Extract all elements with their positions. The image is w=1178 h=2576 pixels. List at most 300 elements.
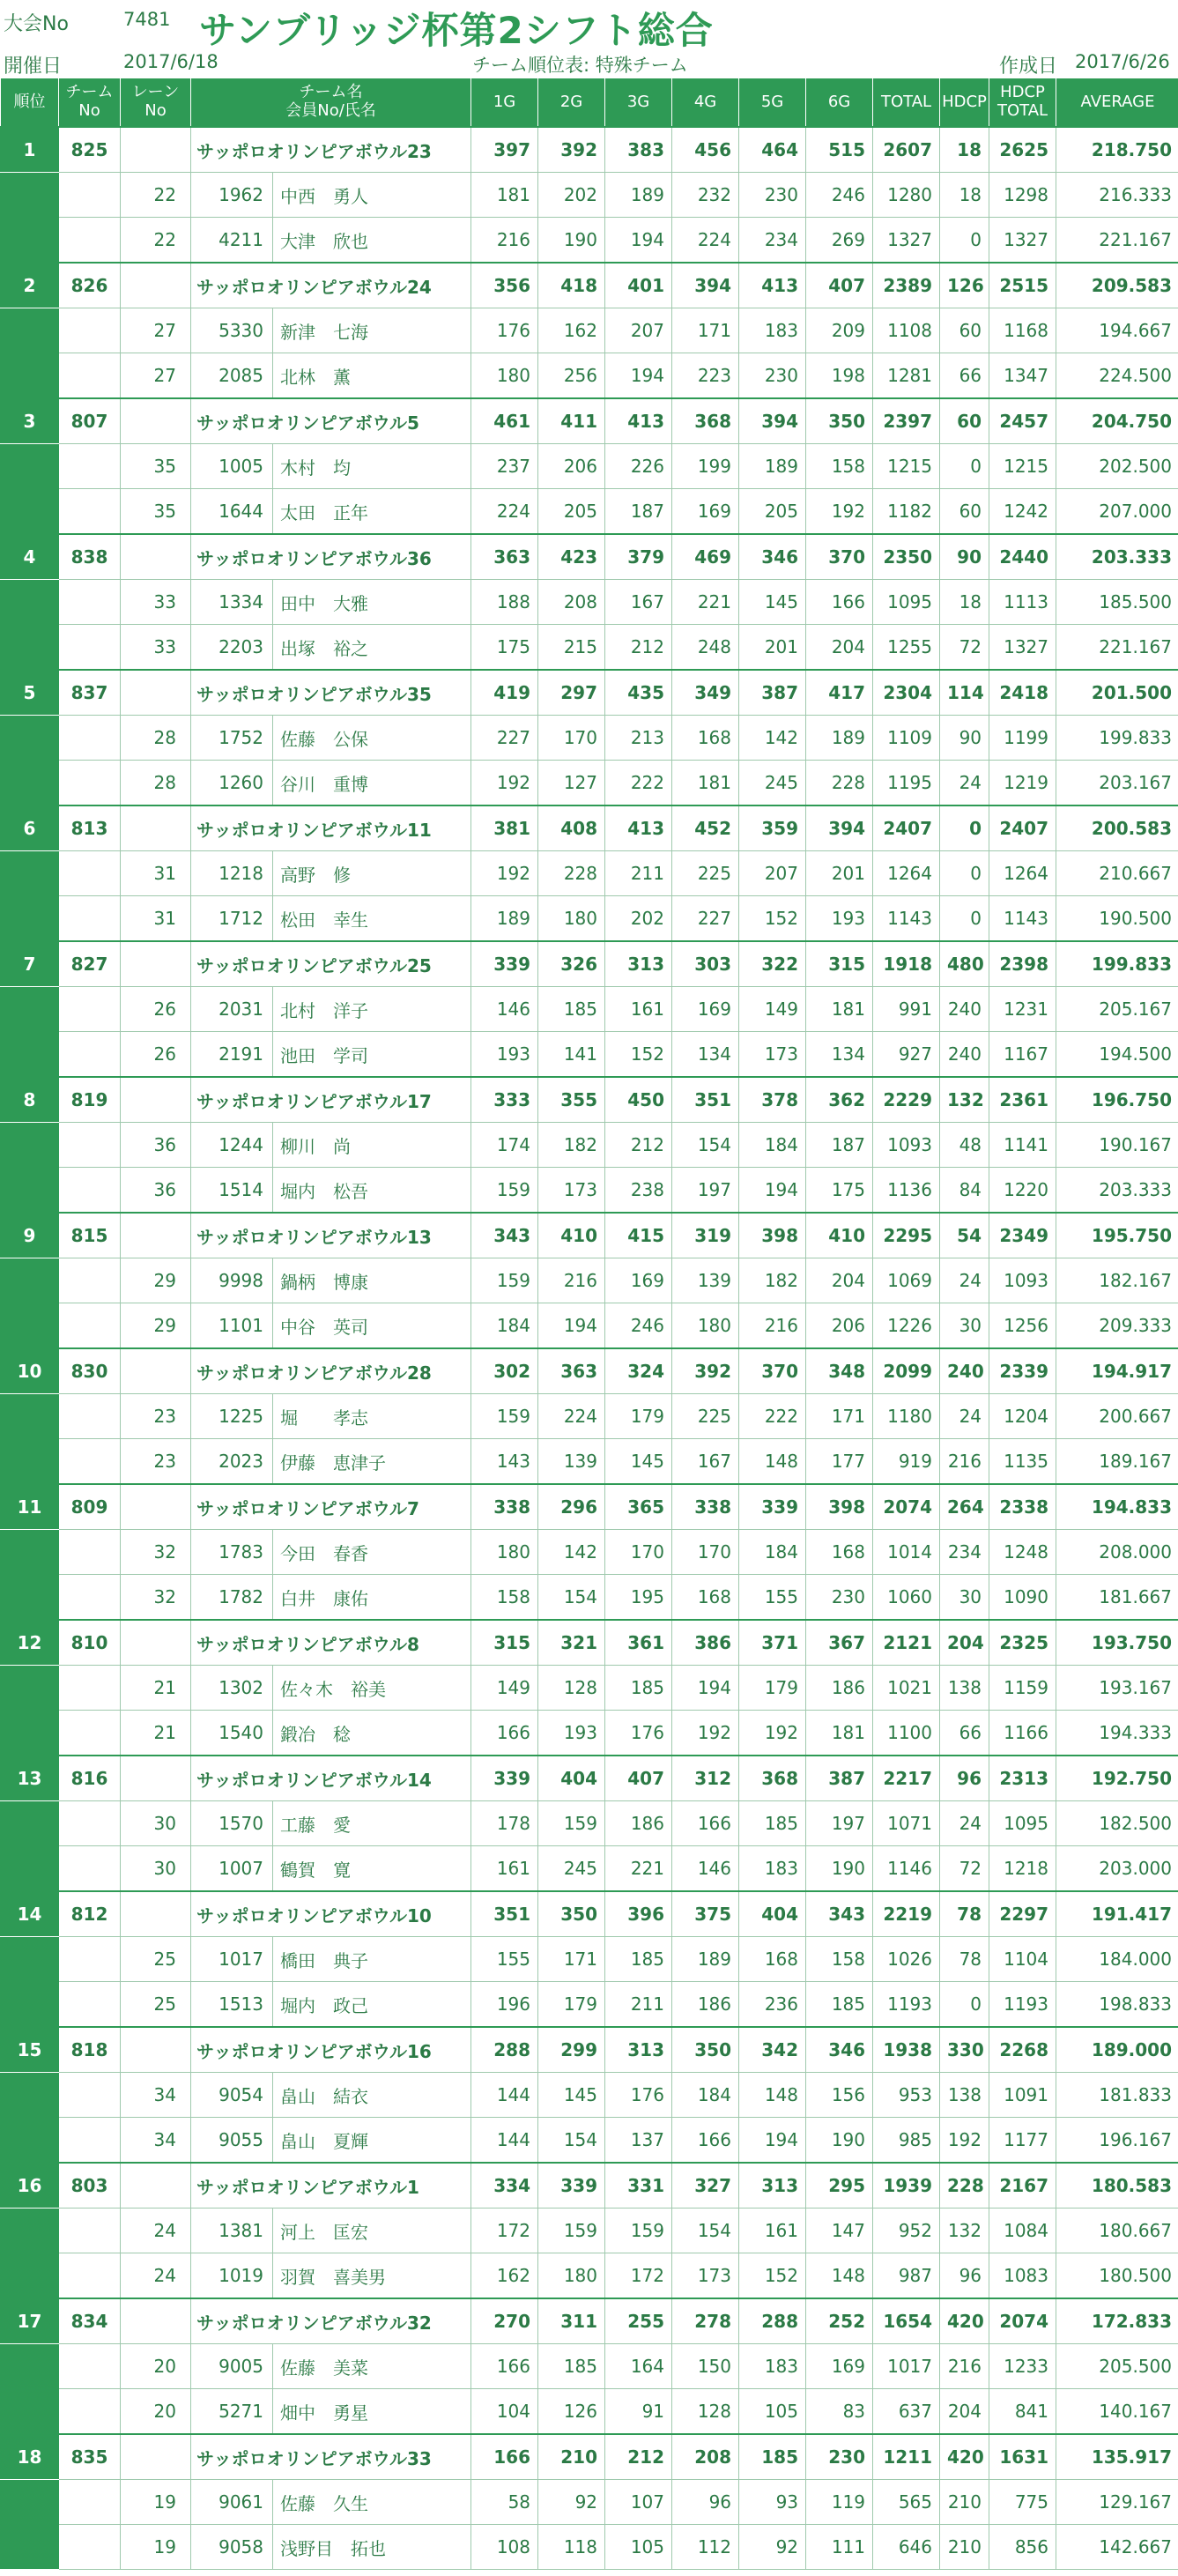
member-hdcp: 60 <box>940 308 989 353</box>
team-game-score: 375 <box>672 1891 739 1937</box>
team-game-score: 166 <box>471 2434 538 2480</box>
team-total: 2121 <box>873 1620 940 1666</box>
team-hdcp: 330 <box>940 2027 989 2073</box>
member-row <box>1 625 1178 671</box>
member-total: 1021 <box>873 1666 940 1711</box>
team-hdcp-total: 2457 <box>989 398 1056 444</box>
member-rank-empty <box>1 2344 59 2389</box>
member-lane: 28 <box>121 716 191 761</box>
member-game-score: 155 <box>471 1937 538 1982</box>
member-team-empty <box>59 580 121 625</box>
member-total: 1093 <box>873 1123 940 1168</box>
team-lane-empty <box>121 1756 191 1801</box>
member-game-score: 212 <box>605 625 672 671</box>
member-no: 1962 <box>191 173 273 218</box>
team-lane-empty <box>121 1348 191 1394</box>
member-row <box>1 1711 1178 1756</box>
member-average: 205.500 <box>1056 2344 1178 2389</box>
member-average: 184.000 <box>1056 1937 1178 1982</box>
team-lane-empty <box>121 127 191 173</box>
member-game-score: 180 <box>538 2253 605 2299</box>
member-game-score: 152 <box>739 896 806 942</box>
member-game-score: 185 <box>538 2344 605 2389</box>
team-average: 200.583 <box>1056 805 1178 851</box>
member-rank-empty <box>1 1801 59 1846</box>
member-row <box>1 1575 1178 1621</box>
team-hdcp-total: 2074 <box>989 2298 1056 2344</box>
team-no: 818 <box>59 2027 121 2073</box>
created-date-value: 2017/6/26 <box>1075 51 1170 72</box>
team-game-score: 322 <box>739 941 806 987</box>
member-game-score: 184 <box>739 1530 806 1575</box>
member-hdcp-total: 1113 <box>989 580 1056 625</box>
member-game-score: 175 <box>806 1168 873 1214</box>
team-hdcp-total: 1631 <box>989 2434 1056 2480</box>
member-game-score: 180 <box>471 353 538 399</box>
member-total: 1108 <box>873 308 940 353</box>
member-total: 1226 <box>873 1303 940 1349</box>
team-no: 837 <box>59 670 121 716</box>
member-name: 畠山 結衣 <box>273 2073 471 2118</box>
member-game-score: 126 <box>538 2389 605 2435</box>
member-row <box>1 1303 1178 1349</box>
member-game-score: 139 <box>672 1258 739 1303</box>
member-row <box>1 761 1178 806</box>
team-rank: 9 <box>1 1213 59 1258</box>
team-game-score: 464 <box>739 127 806 173</box>
team-rank: 3 <box>1 398 59 444</box>
member-hdcp: 72 <box>940 1846 989 1892</box>
team-no: 827 <box>59 941 121 987</box>
member-game-score: 92 <box>538 2480 605 2525</box>
col-average: AVERAGE <box>1056 78 1178 128</box>
member-game-score: 164 <box>605 2344 672 2389</box>
member-game-score: 176 <box>605 2073 672 2118</box>
member-row <box>1 1258 1178 1303</box>
member-game-score: 148 <box>806 2253 873 2299</box>
team-game-score: 295 <box>806 2163 873 2209</box>
team-hdcp-total: 2268 <box>989 2027 1056 2073</box>
member-game-score: 144 <box>471 2073 538 2118</box>
member-no: 1644 <box>191 489 273 535</box>
team-game-score: 418 <box>538 263 605 308</box>
member-game-score: 154 <box>538 2118 605 2164</box>
team-lane-empty <box>121 2298 191 2344</box>
team-game-score: 339 <box>471 1756 538 1801</box>
member-row <box>1 896 1178 942</box>
member-average: 189.167 <box>1056 1439 1178 1485</box>
member-game-score: 178 <box>471 1801 538 1846</box>
team-hdcp: 18 <box>940 127 989 173</box>
team-lane-empty <box>121 534 191 580</box>
created-date-label: 作成日 <box>999 56 1058 78</box>
team-game-score: 417 <box>806 670 873 716</box>
member-game-score: 207 <box>739 851 806 896</box>
member-team-empty <box>59 353 121 399</box>
team-row <box>1 2434 1178 2480</box>
team-game-score: 326 <box>538 941 605 987</box>
team-game-score: 230 <box>806 2434 873 2480</box>
team-name: サッポロオリンピアボウル11 <box>191 805 471 851</box>
member-lane: 30 <box>121 1801 191 1846</box>
member-game-score: 139 <box>538 1439 605 1485</box>
team-hdcp-total: 2297 <box>989 1891 1056 1937</box>
team-row <box>1 1756 1178 1801</box>
team-game-score: 408 <box>538 805 605 851</box>
member-name: 伊藤 恵津子 <box>273 1439 471 1485</box>
member-row <box>1 716 1178 761</box>
member-game-score: 167 <box>672 1439 739 1485</box>
team-no: 826 <box>59 263 121 308</box>
member-game-score: 173 <box>538 1168 605 1214</box>
team-game-score: 338 <box>672 1484 739 1530</box>
team-lane-empty <box>121 670 191 716</box>
team-name: サッポロオリンピアボウル5 <box>191 398 471 444</box>
team-name: サッポロオリンピアボウル7 <box>191 1484 471 1530</box>
team-average: 209.583 <box>1056 263 1178 308</box>
member-row <box>1 1982 1178 2028</box>
team-game-score: 413 <box>605 805 672 851</box>
team-lane-empty <box>121 263 191 308</box>
team-hdcp: 90 <box>940 534 989 580</box>
member-team-empty <box>59 1439 121 1485</box>
team-game-score: 278 <box>672 2298 739 2344</box>
member-total: 1143 <box>873 896 940 942</box>
member-game-score: 181 <box>471 173 538 218</box>
member-lane: 26 <box>121 1032 191 1078</box>
member-game-score: 170 <box>538 716 605 761</box>
team-game-score: 339 <box>739 1484 806 1530</box>
team-average: 194.917 <box>1056 1348 1178 1394</box>
team-row <box>1 1484 1178 1530</box>
member-game-score: 177 <box>806 1439 873 1485</box>
team-row <box>1 1620 1178 1666</box>
member-team-empty <box>59 1530 121 1575</box>
team-lane-empty <box>121 805 191 851</box>
member-game-score: 169 <box>605 1258 672 1303</box>
member-name: 木村 均 <box>273 444 471 489</box>
member-rank-empty <box>1 1032 59 1078</box>
member-total: 1014 <box>873 1530 940 1575</box>
member-hdcp: 138 <box>940 2073 989 2118</box>
member-game-score: 224 <box>672 218 739 264</box>
team-lane-empty <box>121 1891 191 1937</box>
member-hdcp: 78 <box>940 1937 989 1982</box>
member-row <box>1 851 1178 896</box>
member-game-score: 181 <box>672 761 739 806</box>
member-name: 鶴賀 寛 <box>273 1846 471 1892</box>
member-game-score: 156 <box>806 2073 873 2118</box>
member-team-empty <box>59 1168 121 1214</box>
member-game-score: 168 <box>672 1575 739 1621</box>
member-average: 203.167 <box>1056 761 1178 806</box>
member-team-empty <box>59 1032 121 1078</box>
team-name: サッポロオリンピアボウル36 <box>191 534 471 580</box>
team-game-score: 296 <box>538 1484 605 1530</box>
member-average: 196.167 <box>1056 2118 1178 2164</box>
team-rank: 7 <box>1 941 59 987</box>
team-row <box>1 2027 1178 2073</box>
member-no: 5330 <box>191 308 273 353</box>
member-total: 1264 <box>873 851 940 896</box>
team-game-score: 410 <box>538 1213 605 1258</box>
team-game-score: 379 <box>605 534 672 580</box>
team-average: 192.750 <box>1056 1756 1178 1801</box>
member-no: 1017 <box>191 1937 273 1982</box>
team-game-score: 387 <box>739 670 806 716</box>
member-game-score: 199 <box>672 444 739 489</box>
member-hdcp: 216 <box>940 1439 989 1485</box>
team-no: 835 <box>59 2434 121 2480</box>
member-total: 987 <box>873 2253 940 2299</box>
member-game-score: 174 <box>471 1123 538 1168</box>
member-average: 140.167 <box>1056 2389 1178 2435</box>
member-total: 985 <box>873 2118 940 2164</box>
team-rank: 5 <box>1 670 59 716</box>
member-game-score: 171 <box>806 1394 873 1439</box>
member-game-score: 225 <box>672 1394 739 1439</box>
member-hdcp: 0 <box>940 1982 989 2028</box>
member-game-score: 228 <box>538 851 605 896</box>
member-name: 中西 勇人 <box>273 173 471 218</box>
team-game-score: 311 <box>538 2298 605 2344</box>
team-no: 803 <box>59 2163 121 2209</box>
team-game-score: 370 <box>806 534 873 580</box>
member-game-score: 194 <box>605 353 672 399</box>
member-average: 205.167 <box>1056 987 1178 1032</box>
member-hdcp: 132 <box>940 2209 989 2253</box>
event-date-value: 2017/6/18 <box>123 51 219 72</box>
member-game-score: 192 <box>739 1711 806 1756</box>
member-name: 佐藤 公保 <box>273 716 471 761</box>
member-game-score: 159 <box>538 2209 605 2253</box>
member-average: 207.000 <box>1056 489 1178 535</box>
team-hdcp-total: 2398 <box>989 941 1056 987</box>
team-rank: 12 <box>1 1620 59 1666</box>
member-average: 181.833 <box>1056 2073 1178 2118</box>
member-hdcp: 210 <box>940 2525 989 2570</box>
member-name: 橋田 典子 <box>273 1937 471 1982</box>
team-game-score: 297 <box>538 670 605 716</box>
team-game-score: 450 <box>605 1077 672 1123</box>
member-game-score: 198 <box>806 353 873 399</box>
member-lane: 33 <box>121 580 191 625</box>
member-team-empty <box>59 2253 121 2299</box>
team-game-score: 288 <box>739 2298 806 2344</box>
col-4g: 4G <box>672 78 739 128</box>
team-game-score: 411 <box>538 398 605 444</box>
member-rank-empty <box>1 353 59 399</box>
team-game-score: 469 <box>672 534 739 580</box>
member-game-score: 184 <box>672 2073 739 2118</box>
member-game-score: 186 <box>806 1666 873 1711</box>
member-game-score: 111 <box>806 2525 873 2570</box>
member-lane: 19 <box>121 2525 191 2570</box>
member-game-score: 201 <box>739 625 806 671</box>
member-total: 1255 <box>873 625 940 671</box>
member-game-score: 184 <box>471 1303 538 1349</box>
member-game-score: 159 <box>538 1801 605 1846</box>
member-game-score: 202 <box>605 896 672 942</box>
team-name: サッポロオリンピアボウル28 <box>191 1348 471 1394</box>
team-average: 195.750 <box>1056 1213 1178 1258</box>
member-game-score: 222 <box>605 761 672 806</box>
member-game-score: 227 <box>471 716 538 761</box>
team-no: 812 <box>59 1891 121 1937</box>
team-game-score: 315 <box>471 1620 538 1666</box>
member-game-score: 216 <box>471 218 538 264</box>
member-hdcp-total: 1256 <box>989 1303 1056 1349</box>
member-name: 畑中 勇星 <box>273 2389 471 2435</box>
member-game-score: 216 <box>739 1303 806 1349</box>
member-no: 1302 <box>191 1666 273 1711</box>
team-rank: 15 <box>1 2027 59 2073</box>
member-rank-empty <box>1 1168 59 1214</box>
member-name: 堀内 松吾 <box>273 1168 471 1214</box>
team-game-score: 407 <box>605 1756 672 1801</box>
member-game-score: 186 <box>605 1801 672 1846</box>
member-lane: 24 <box>121 2209 191 2253</box>
member-hdcp: 216 <box>940 2344 989 2389</box>
member-lane: 34 <box>121 2073 191 2118</box>
member-rank-empty <box>1 1123 59 1168</box>
team-name: サッポロオリンピアボウル10 <box>191 1891 471 1937</box>
member-rank-empty <box>1 2480 59 2525</box>
team-name: サッポロオリンピアボウル13 <box>191 1213 471 1258</box>
col-hdcp: HDCP <box>940 78 989 128</box>
member-game-score: 185 <box>605 1937 672 1982</box>
member-average: 142.667 <box>1056 2525 1178 2570</box>
member-game-score: 205 <box>739 489 806 535</box>
member-hdcp: 30 <box>940 1303 989 1349</box>
team-rank: 13 <box>1 1756 59 1801</box>
member-average: 198.833 <box>1056 1982 1178 2028</box>
member-row <box>1 2073 1178 2118</box>
member-game-score: 245 <box>538 1846 605 1892</box>
member-rank-empty <box>1 1666 59 1711</box>
team-game-score: 413 <box>739 263 806 308</box>
member-row <box>1 1846 1178 1892</box>
member-name: 白井 康佑 <box>273 1575 471 1621</box>
member-total: 637 <box>873 2389 940 2435</box>
member-name: 大津 欣也 <box>273 218 471 264</box>
member-no: 1782 <box>191 1575 273 1621</box>
member-game-score: 180 <box>538 896 605 942</box>
member-no: 1513 <box>191 1982 273 2028</box>
member-game-score: 193 <box>471 1032 538 1078</box>
member-no: 1783 <box>191 1530 273 1575</box>
member-rank-empty <box>1 1982 59 2028</box>
member-game-score: 237 <box>471 444 538 489</box>
team-game-score: 423 <box>538 534 605 580</box>
member-game-score: 238 <box>605 1168 672 1214</box>
team-hdcp-total: 2339 <box>989 1348 1056 1394</box>
member-rank-empty <box>1 1439 59 1485</box>
member-game-score: 155 <box>739 1575 806 1621</box>
team-rank: 14 <box>1 1891 59 1937</box>
member-game-score: 161 <box>605 987 672 1032</box>
member-game-score: 169 <box>672 489 739 535</box>
team-row <box>1 2298 1178 2344</box>
team-average: 191.417 <box>1056 1891 1178 1937</box>
member-game-score: 175 <box>471 625 538 671</box>
member-team-empty <box>59 1846 121 1892</box>
member-hdcp: 0 <box>940 851 989 896</box>
member-total: 1281 <box>873 353 940 399</box>
member-game-score: 193 <box>806 896 873 942</box>
member-total: 1195 <box>873 761 940 806</box>
team-game-score: 342 <box>739 2027 806 2073</box>
member-game-score: 195 <box>605 1575 672 1621</box>
member-game-score: 212 <box>605 1123 672 1168</box>
member-game-score: 171 <box>672 308 739 353</box>
team-hdcp-total: 2625 <box>989 127 1056 173</box>
col-5g: 5G <box>739 78 806 128</box>
team-row <box>1 127 1178 173</box>
member-team-empty <box>59 1937 121 1982</box>
team-game-score: 435 <box>605 670 672 716</box>
member-game-score: 162 <box>471 2253 538 2299</box>
member-team-empty <box>59 1303 121 1349</box>
member-team-empty <box>59 1258 121 1303</box>
member-name: 出塚 裕之 <box>273 625 471 671</box>
member-hdcp-total: 1327 <box>989 218 1056 264</box>
team-game-score: 212 <box>605 2434 672 2480</box>
member-game-score: 107 <box>605 2480 672 2525</box>
member-lane: 23 <box>121 1439 191 1485</box>
team-row <box>1 1213 1178 1258</box>
member-game-score: 187 <box>605 489 672 535</box>
team-game-score: 383 <box>605 127 672 173</box>
team-rank: 1 <box>1 127 59 173</box>
member-no: 1540 <box>191 1711 273 1756</box>
ranking-type-label: チーム順位表: 特殊チーム <box>472 55 688 76</box>
member-hdcp: 84 <box>940 1168 989 1214</box>
member-name: 堀 孝志 <box>273 1394 471 1439</box>
team-game-score: 303 <box>672 941 739 987</box>
member-game-score: 202 <box>538 173 605 218</box>
team-game-score: 361 <box>605 1620 672 1666</box>
member-game-score: 137 <box>605 2118 672 2164</box>
member-name: 堀内 政己 <box>273 1982 471 2028</box>
member-rank-empty <box>1 1711 59 1756</box>
member-no: 9054 <box>191 2073 273 2118</box>
team-no: 830 <box>59 1348 121 1394</box>
member-hdcp-total: 1143 <box>989 896 1056 942</box>
member-game-score: 192 <box>806 489 873 535</box>
member-average: 224.500 <box>1056 353 1178 399</box>
member-game-score: 224 <box>538 1394 605 1439</box>
member-game-score: 108 <box>471 2525 538 2570</box>
member-game-score: 112 <box>672 2525 739 2570</box>
member-game-score: 183 <box>739 1846 806 1892</box>
member-game-score: 119 <box>806 2480 873 2525</box>
member-total: 919 <box>873 1439 940 1485</box>
member-game-score: 223 <box>672 353 739 399</box>
team-no: 838 <box>59 534 121 580</box>
member-no: 9998 <box>191 1258 273 1303</box>
team-game-score: 351 <box>471 1891 538 1937</box>
col-1g: 1G <box>471 78 538 128</box>
member-hdcp: 138 <box>940 1666 989 1711</box>
member-hdcp-total: 1166 <box>989 1711 1056 1756</box>
member-average: 200.667 <box>1056 1394 1178 1439</box>
member-rank-empty <box>1 580 59 625</box>
team-game-score: 356 <box>471 263 538 308</box>
team-game-score: 378 <box>739 1077 806 1123</box>
member-total: 1136 <box>873 1168 940 1214</box>
col-name <box>191 78 471 128</box>
